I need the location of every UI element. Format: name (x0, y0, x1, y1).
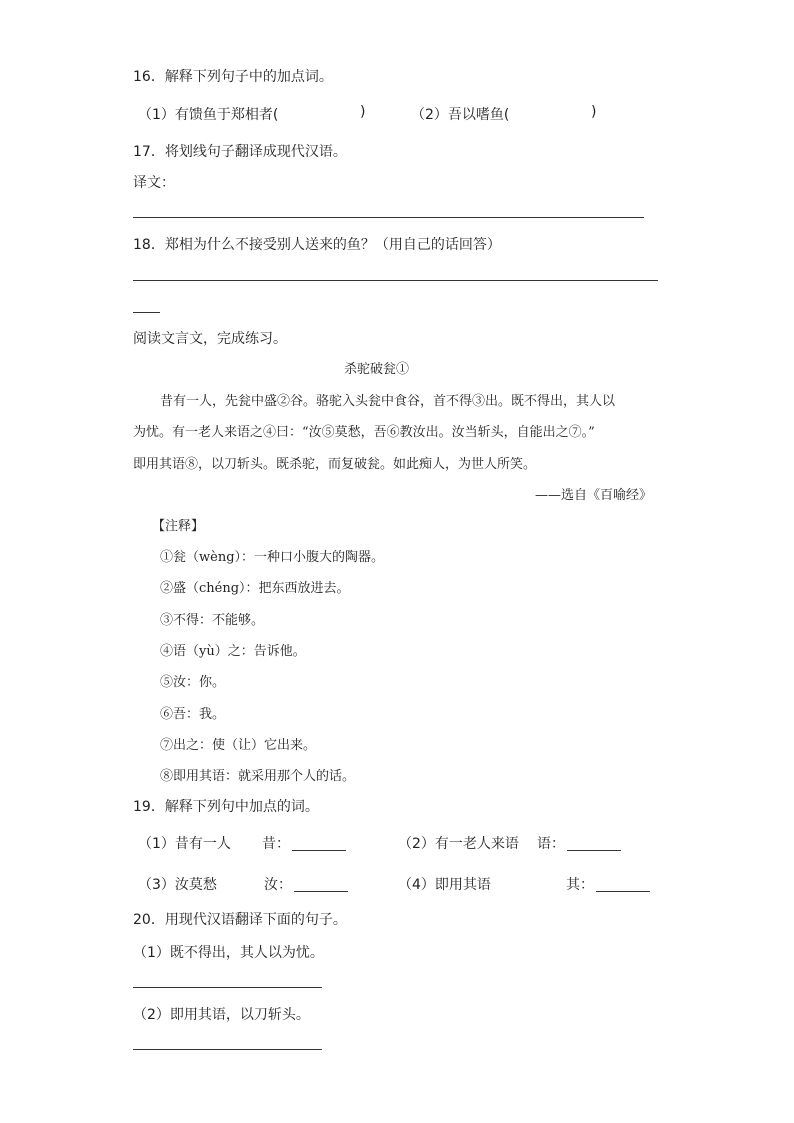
q19-item4-label: （4）即用其语 (398, 877, 491, 893)
note-item-5: ⑤汝：你。 (160, 675, 226, 690)
note-item-2: ②盛（chéng）：把东西放进去。 (160, 581, 350, 596)
q19-title: 19．解释下列句中加点的词。 (133, 799, 319, 815)
passage-line-3: 即用其语⑧，以刀斩头。既杀驼，而复破瓮。如此痴人，为世人所笑。 (133, 457, 537, 472)
passage-title: 杀驼破瓮① (344, 362, 410, 377)
note-item-6: ⑥吾：我。 (160, 707, 226, 722)
passage-line-1: 昔有一人，先瓮中盛②谷。骆驼入头瓮中食谷，首不得③出。既不得出，其人以 (160, 394, 616, 409)
q18-title: 18．郑相为什么不接受别人送来的鱼？（用自己的话回答） (133, 237, 501, 253)
q18-answer-line[interactable] (133, 280, 658, 281)
q17-answer-line[interactable] (133, 217, 644, 218)
q19-item2-word: 语： (537, 833, 621, 853)
note-item-8: ⑧即用其语：就采用那个人的话。 (160, 769, 356, 784)
q16-item1: （1）有馈鱼于郑相者( (138, 107, 279, 123)
passage-intro: 阅读文言文，完成练习。 (133, 331, 287, 347)
q17-answer-label: 译文： (133, 175, 175, 191)
note-item-7: ⑦出之：使（让）它出来。 (160, 738, 317, 753)
passage-line-2: 为忧。有一老人来语之④曰：“汝⑤莫愁，吾⑥教汝出。汝当斩头，自能出之⑦。” (133, 425, 595, 440)
note-item-1: ①瓮（wèng）：一种口小腹大的陶器。 (160, 550, 385, 565)
q20-title: 20．用现代汉语翻译下面的句子。 (133, 912, 347, 928)
q19-item4-blank[interactable] (596, 877, 650, 892)
q20-item1-answer-line[interactable] (133, 987, 322, 988)
q19-item3-blank[interactable] (294, 877, 348, 892)
q16-item2: （2）吾以嗜鱼( (411, 107, 510, 123)
notes-header: 【注释】 (152, 519, 205, 534)
note-item-4: ④语（yù）之：告诉他。 (160, 644, 306, 659)
q19-item2-blank[interactable] (567, 836, 621, 851)
passage-source: ——选自《百喻经》 (535, 488, 653, 503)
q19-item1-word: 昔： (262, 833, 346, 853)
q19-item3-word: 汝： (264, 874, 348, 894)
q19-item4-word: 其： (566, 874, 650, 894)
q20-item2: （2）即用其语，以刀斩头。 (133, 1007, 310, 1023)
q19-item3-label: （3）汝莫愁 (138, 877, 217, 893)
q16-item1-close: ) (360, 104, 366, 120)
q17-title: 17．将划线句子翻译成现代汉语。 (133, 144, 347, 160)
q20-item2-answer-line[interactable] (133, 1049, 322, 1050)
note-item-3: ③不得：不能够。 (160, 613, 265, 628)
q20-item1: （1）既不得出，其人以为忧。 (133, 945, 324, 961)
q16-title: 16．解释下列句子中的加点词。 (133, 69, 333, 85)
q16-item2-close: ) (591, 104, 597, 120)
q19-item2-label: （2）有一老人来语 (398, 836, 519, 852)
q19-item1-label: （1）昔有一人 (138, 836, 231, 852)
q18-answer-line-end[interactable] (133, 312, 160, 313)
q19-item1-blank[interactable] (292, 836, 346, 851)
